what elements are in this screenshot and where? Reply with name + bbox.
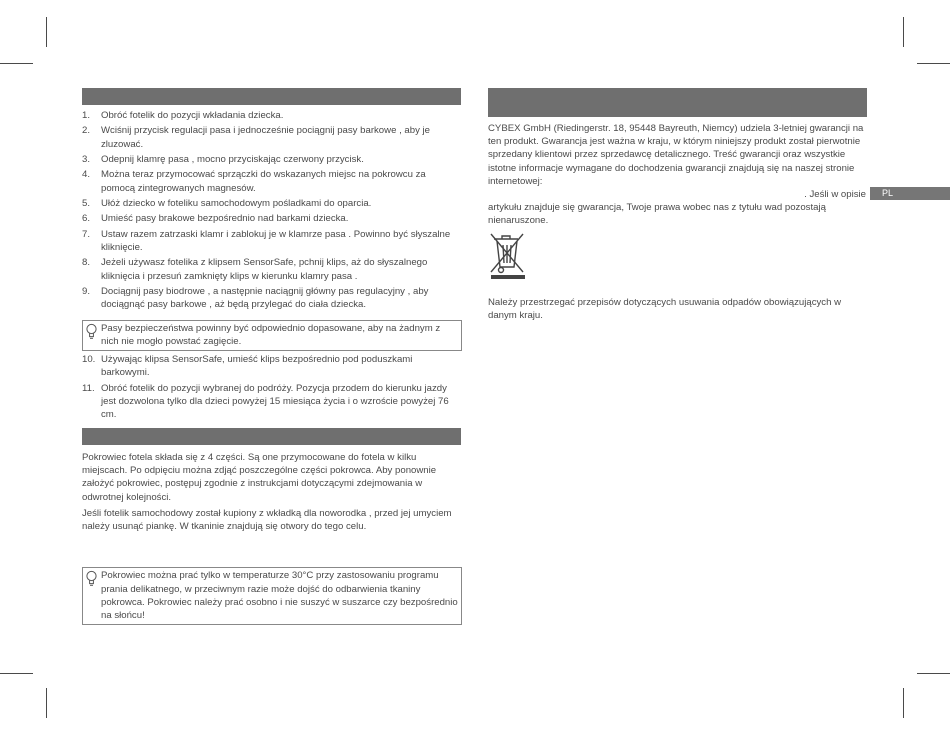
list-item: 6. Umieść pasy brakowe bezpośrednio nad barkami dziecka. [82,213,349,225]
steps-list-b [82,353,462,421]
paragraph: CYBEX GmbH (Riedingerstr. 18, 95448 Bayreuth, Niemcy) udziela 3-letniej gwarancji na ten produkt. Gwarancja jest ważna w kraju, w którym niniejszy produkt został pierwotnie sprzedany klientowi przez sprzedawcę detalicznego. Treść gwarancji oraz wszystkie istotne informacje wymagane do dochodzenia gwarancji znajdują się na naszej stronie internetowej: [488,123,864,187]
paragraph: artykułu znajduje się gwarancja, Twoje prawa wobec nas z tytułu wad pozostają nienaruszone. [488,202,826,227]
language-tab: PL [870,187,950,200]
list-item: 1. Obróć fotelik do pozycji wkładania dziecka. [82,110,284,121]
crop-mark [917,673,950,674]
list-item: 10. Używając klipsa SensorSafe, umieść klips bezpośrednio pod poduszkami barkowymi. [82,354,413,379]
crop-mark [903,688,904,718]
crop-mark [903,17,904,47]
crop-mark [0,63,33,64]
list-item: 9. Dociągnij pasy biodrowe , a następnie naciągnij główny pas regulacyjny , aby dociągnąć pasy barkowe , aż będą przylegać do ciała dziecka. [82,285,429,311]
list-item: 8. Jeżeli używasz fotelika z klipsem SensorSafe, pchnij klips, aż do słyszalnego kliknięcia i przesuń zamknięty klips w kierunku klamry pasa . [82,257,428,282]
paragraph: Pokrowiec fotela składa się z 4 części. Są one przymocowane do fotela w kilku miejscach. Po odpięciu można zdjąć poszczególne części pokrowca. Aby ponownie założyć pokrowiec, postępuj zgodnie z instrukcjami dotyczącymi zdejmowania w odwrotnej kolejności. [82,452,437,503]
paragraph: Jeśli fotelik samochodowy został kupiony z wkładką dla noworodka , przed jej umyciem należy usunąć piankę. W tkaninie znajdują się otwory do tego celu. [82,507,452,533]
list-item: 3. Odepnij klamrę pasa , mocno przyciskając czerwony przycisk. [82,153,364,165]
crossed-out-wheelie-bin-icon [488,229,528,281]
tip-box [82,567,462,625]
paragraph: . Jeśli w opisie [804,189,866,201]
section-header-bar [488,88,867,117]
steps-list-a [82,109,462,311]
crop-mark [917,63,950,64]
crop-mark [0,673,33,674]
lightbulb-icon [85,570,98,587]
list-item: 7. Ustaw razem zatrzaski klamr i zablokuj je w klamrze pasa . Powinno być słyszalne kliknięcie. [82,228,451,253]
tip-text: Pasy bezpieczeństwa powinny być odpowiednio dopasowane, aby na żadnym z nich nie mogło powstać zagięcie. [101,323,441,348]
lightbulb-icon [85,323,98,340]
tip-box [82,320,462,351]
list-item: 4. Można teraz przymocować sprzączki do wskazanych miejsc na pokrowcu za pomocą zintegrowanych magnesów. [82,169,426,194]
crop-mark [46,688,47,718]
disposal-text: Należy przestrzegać przepisów dotyczących usuwania odpadów obowiązujących w danym kraju. [488,297,842,322]
tip-text: Pokrowiec można prać tylko w temperaturze 30°C przy zastosowaniu programu prania delikatnego, w przeciwnym razie może dojść do odbarwienia tkaniny pokrowca. Pokrowiec należy prać osobno i nie suszyć w suszarce czy bezpośrednio na słońcu! [101,570,458,622]
list-item: 11. Obróć fotelik do pozycji wybranej do podróży. Pozycja przodem do kierunku jazdy jest dozwolona tylko dla dzieci powyżej 15 miesiąca życia i o wzroście powyżej 76 cm. [82,382,449,420]
section-header-bar [82,88,461,105]
list-item: 5. Ułóż dziecko w foteliku samochodowym pośladkami do oparcia. [82,197,372,209]
list-item: 2. Wciśnij przycisk regulacji pasa i jednocześnie pociągnij pasy barkowe , aby je zluzować. [82,125,431,150]
crop-mark [46,17,47,47]
cover-text [82,451,462,536]
section-header-bar [82,428,461,445]
warranty-text [488,122,866,228]
